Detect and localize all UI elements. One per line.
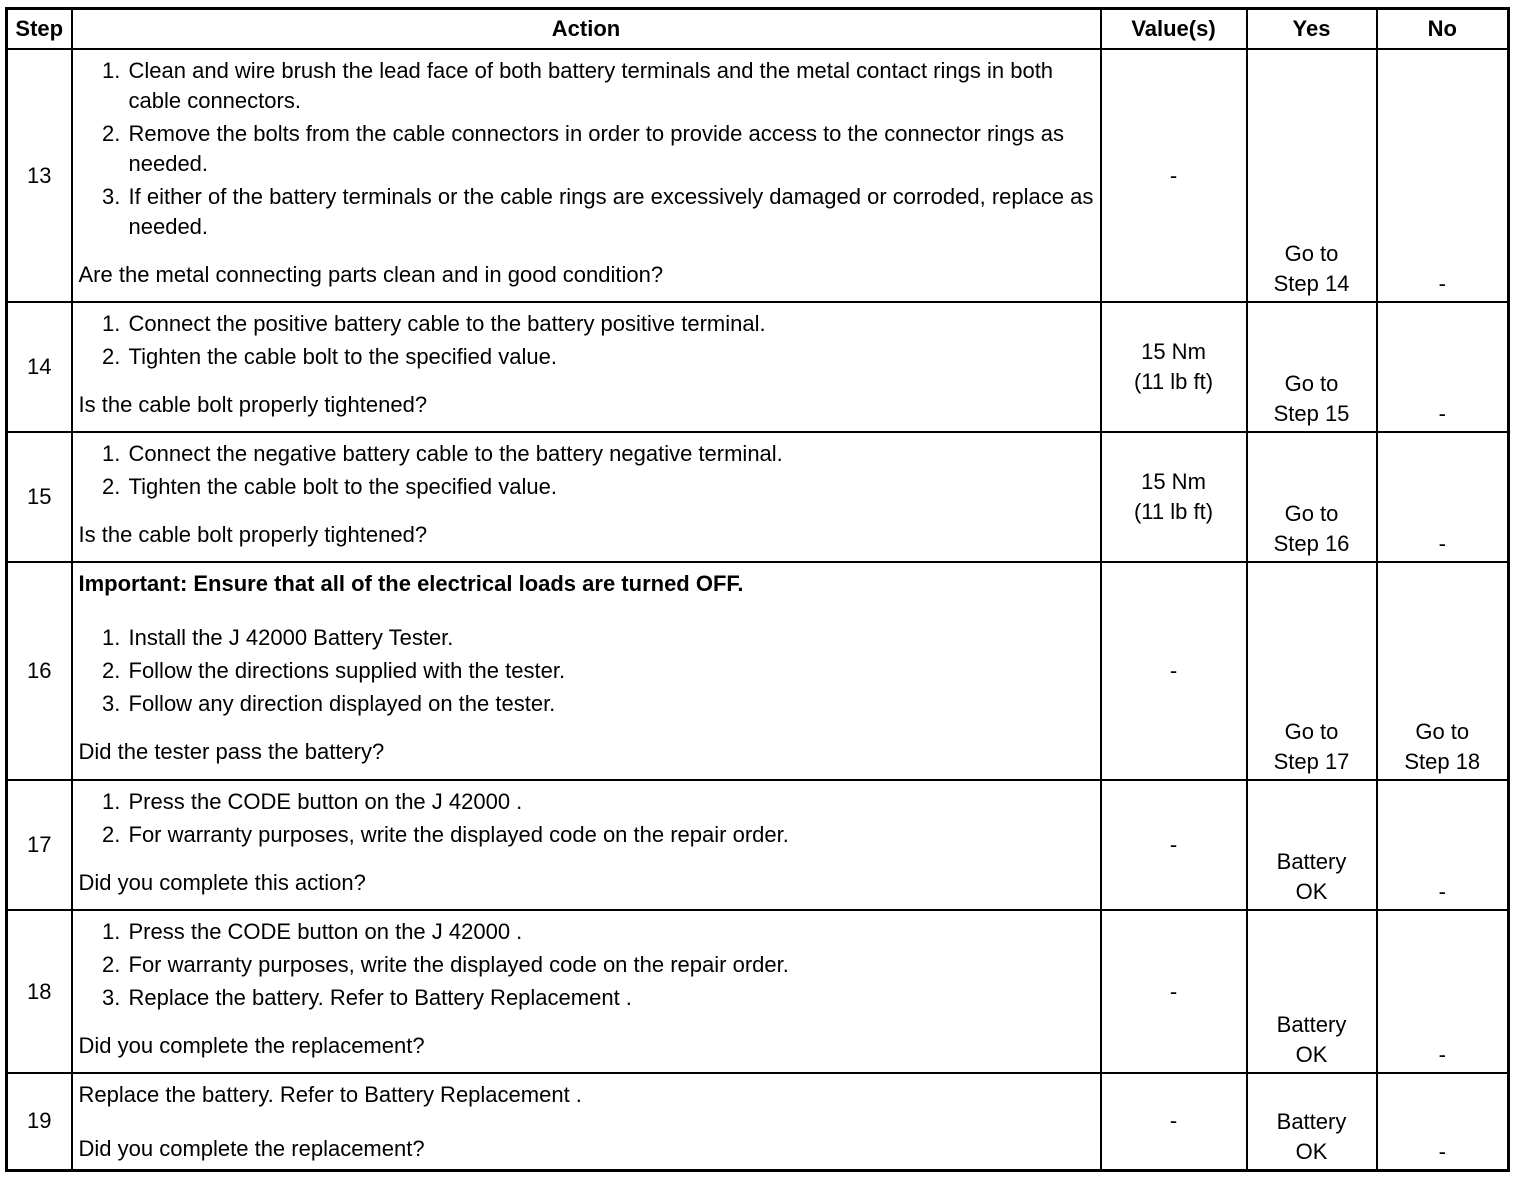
action-item: 2. Remove the bolts from the cable connectors in order to provide access to the connector rings as needed. [127, 119, 1094, 179]
yes-line: Go to [1284, 501, 1339, 526]
yes-line: Step 17 [1273, 749, 1350, 774]
value-cell: - [1101, 49, 1247, 302]
yes-line: Go to [1284, 371, 1339, 396]
table-row [7, 302, 1509, 432]
yes-cell [1247, 432, 1377, 562]
yes-line: Step 15 [1273, 401, 1350, 426]
action-question: Is the cable bolt properly tightened? [78, 522, 428, 547]
yes-line: Battery [1276, 849, 1347, 874]
value-cell: - [1101, 562, 1247, 780]
value-cell [1101, 432, 1247, 562]
table-row [7, 1073, 1509, 1170]
step-number: 14 [7, 302, 72, 432]
action-item: 2. Tighten the cable bolt to the specified value. [127, 472, 1094, 502]
no-line: Go to [1415, 719, 1470, 744]
header-row [7, 9, 1509, 50]
action-list [79, 56, 1094, 242]
important-note: Important: Ensure that all of the electrical loads are turned OFF. [78, 571, 744, 596]
action-cell [72, 780, 1101, 910]
step-number: 17 [7, 780, 72, 910]
action-item: 1. Press the CODE button on the J 42000 . [127, 917, 1094, 947]
yes-line: Battery [1276, 1108, 1347, 1134]
action-list [79, 439, 1094, 502]
table-row [7, 432, 1509, 562]
action-cell [72, 432, 1101, 562]
action-list [79, 309, 1094, 372]
action-question: Did you complete the replacement? [78, 1033, 425, 1058]
action-item: 2. For warranty purposes, write the displayed code on the repair order. [127, 820, 1094, 850]
action-item: 2. For warranty purposes, write the displayed code on the repair order. [127, 950, 1094, 980]
value-cell: - [1101, 1073, 1247, 1170]
no-cell [1377, 562, 1509, 780]
action-item: 1. Clean and wire brush the lead face of both battery terminals and the metal contact rings in both cable connectors. [127, 56, 1094, 116]
header-no: No [1377, 9, 1509, 50]
table-row [7, 780, 1509, 910]
yes-cell [1247, 302, 1377, 432]
action-cell [72, 302, 1101, 432]
step-number: 15 [7, 432, 72, 562]
action-item: 1. Connect the negative battery cable to the battery negative terminal. [127, 439, 1094, 469]
action-text: Replace the battery. Refer to Battery Replacement . [78, 1082, 582, 1107]
action-question: Are the metal connecting parts clean and in good condition? [78, 262, 664, 287]
diagnostic-table [5, 7, 1510, 1172]
action-question: Is the cable bolt properly tightened? [78, 392, 428, 417]
yes-line: Step 16 [1273, 531, 1350, 556]
yes-line: OK [1295, 1138, 1328, 1164]
action-item: 2. Tighten the cable bolt to the specified value. [127, 342, 1094, 372]
table-row [7, 49, 1509, 302]
value-cell: - [1101, 910, 1247, 1073]
action-item: 3. If either of the battery terminals or the cable rings are excessively damaged or corroded, replace as needed. [127, 182, 1094, 242]
action-question: Did you complete the replacement? [78, 1136, 425, 1161]
yes-line: Go to [1284, 241, 1339, 266]
value-line: (11 lb ft) [1133, 499, 1214, 524]
header-action: Action [72, 9, 1101, 50]
action-cell [72, 49, 1101, 302]
action-question: Did the tester pass the battery? [78, 739, 385, 764]
yes-cell [1247, 562, 1377, 780]
no-cell: - [1377, 302, 1509, 432]
action-item: 1. Press the CODE button on the J 42000 . [127, 787, 1094, 817]
no-cell: - [1377, 49, 1509, 302]
header-step: Step [7, 9, 72, 50]
yes-cell [1247, 910, 1377, 1073]
action-item: 2. Follow the directions supplied with the tester. [127, 656, 1094, 686]
value-line: 15 Nm [1141, 339, 1206, 364]
yes-cell [1247, 780, 1377, 910]
no-cell: - [1377, 432, 1509, 562]
value-line: 15 Nm [1141, 469, 1206, 494]
step-number: 18 [7, 910, 72, 1073]
header-values: Value(s) [1101, 9, 1247, 50]
yes-line: Step 14 [1273, 271, 1350, 296]
table-row [7, 910, 1509, 1073]
yes-cell [1247, 49, 1377, 302]
step-number: 13 [7, 49, 72, 302]
no-cell: - [1377, 1073, 1509, 1170]
yes-cell [1247, 1073, 1377, 1170]
action-cell [72, 562, 1101, 780]
action-list [79, 917, 1094, 1013]
action-cell [72, 910, 1101, 1073]
yes-line: Go to [1284, 719, 1339, 744]
action-item: 1. Install the J 42000 Battery Tester. [127, 623, 1094, 653]
step-number: 16 [7, 562, 72, 780]
yes-line: OK [1295, 879, 1328, 904]
action-item: 1. Connect the positive battery cable to the battery positive terminal. [127, 309, 1094, 339]
no-line: Step 18 [1404, 749, 1481, 774]
value-line: (11 lb ft) [1133, 369, 1214, 394]
header-yes: Yes [1247, 9, 1377, 50]
yes-line: OK [1295, 1042, 1328, 1067]
table-row [7, 562, 1509, 780]
action-item: 3. Follow any direction displayed on the tester. [127, 689, 1094, 719]
action-cell [72, 1073, 1101, 1170]
action-question: Did you complete this action? [78, 870, 366, 895]
action-item: 3. Replace the battery. Refer to Battery Replacement . [127, 983, 1094, 1013]
action-list [79, 787, 1094, 850]
value-cell: - [1101, 780, 1247, 910]
no-cell: - [1377, 780, 1509, 910]
no-cell: - [1377, 910, 1509, 1073]
step-number: 19 [7, 1073, 72, 1170]
yes-line: Battery [1276, 1012, 1347, 1037]
value-cell [1101, 302, 1247, 432]
action-list [79, 623, 1094, 719]
